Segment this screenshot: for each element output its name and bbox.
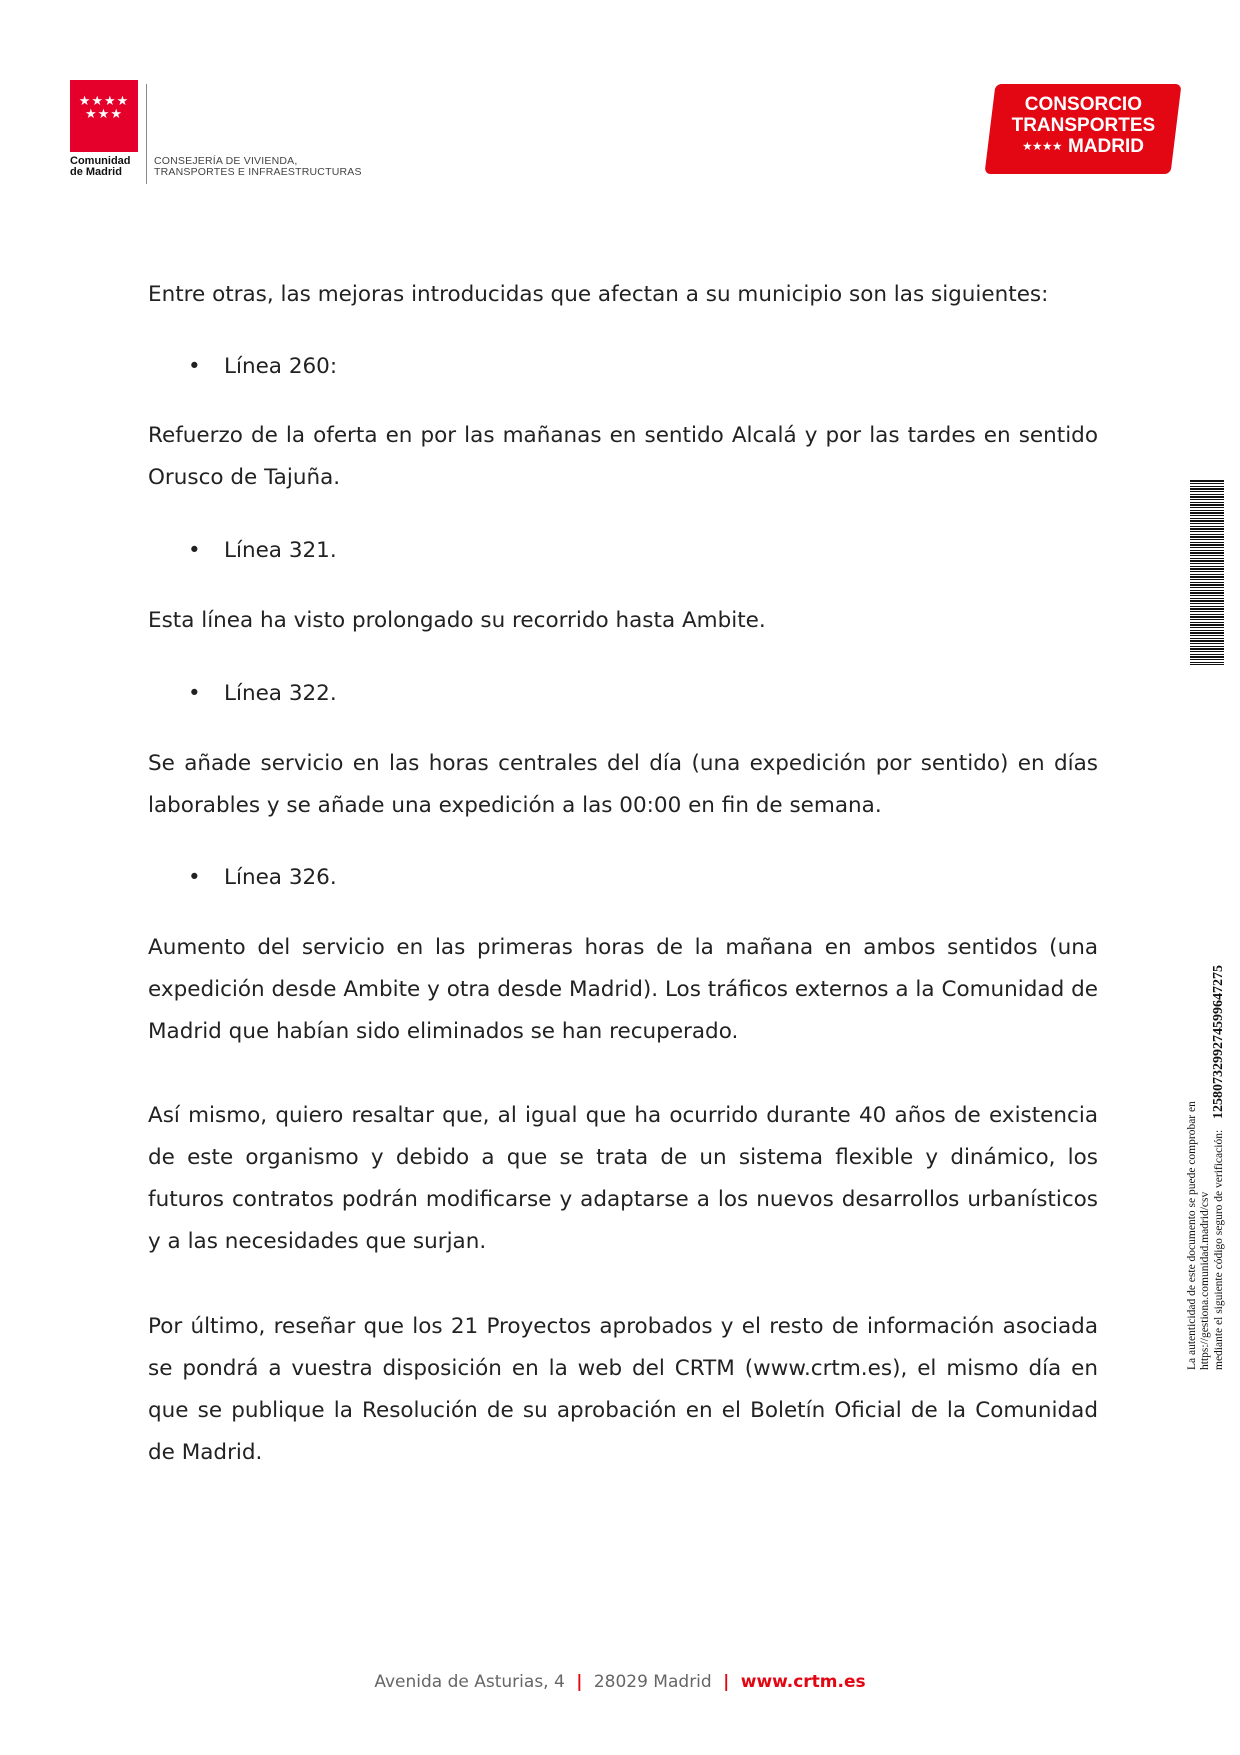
consejeria-name (154, 156, 362, 178)
verification-line1: La autenticidad de este documento se puede comprobar en (1186, 1101, 1198, 1370)
item-2-text: Esta línea ha visto prolongado su recorrido hasta Ambite. (148, 608, 766, 633)
bullet-title: Línea 321. (224, 538, 337, 563)
comunidad-de-madrid-logo (70, 80, 400, 180)
madrid-flag-icon (70, 80, 138, 152)
paragraph-2-text: Así mismo, quiero resaltar que, al igual que ha ocurrido durante 40 años de existencia de este organismo y debido a que se trata de un sistema flexible y dinámico, los futuros contratos podrán modificarse y adaptarse a los nuevos desarrollos urbanísticos y a las necesidades que surjan. (148, 1103, 1098, 1254)
verification-line2[interactable]: https://gestiona.comunidad.madrid/csv (1199, 1191, 1211, 1370)
item-3-text: Se añade servicio en las horas centrales del día (una expedición por sentido) en días laborables y se añade una expedición a las 00:00 en fin de semana. (148, 751, 1098, 818)
item-4-paragraph (148, 927, 1098, 1053)
footer (0, 1672, 1240, 1692)
barcode-icon (1190, 480, 1224, 665)
logo-divider (146, 84, 147, 184)
verification-text (1186, 650, 1226, 1370)
flag-stars: ★★★★ ★★★ (78, 94, 130, 122)
bullet-icon: • (188, 354, 201, 379)
crtm-line1: CONSORCIO (1024, 94, 1142, 115)
consejeria-line2: TRANSPORTES E INFRAESTRUCTURAS (154, 166, 362, 178)
cm-name-line2: de Madrid (70, 166, 122, 178)
paragraph-2 (148, 1095, 1098, 1263)
bullet-icon: • (188, 538, 201, 563)
intro-paragraph (148, 274, 1098, 316)
item-4-text: Aumento del servicio en las primeras horas de la mañana en ambos sentidos (una expedición desde Ambite y otra desde Madrid). Los tráficos externos a la Comunidad de Madrid que habían sido eliminados se han recuperado. (148, 935, 1098, 1044)
paragraph-3-text: Por último, reseñar que los 21 Proyectos aprobados y el resto de información asociada se pondrá a vuestra disposición en la web del CRTM (www.crtm.es), el mismo día en que se publique la Resolución de su aprobación en el Boletín Oficial de la Comunidad de Madrid. (148, 1314, 1098, 1465)
intro-text: Entre otras, las mejoras introducidas que afectan a su municipio son las siguientes: (148, 282, 1049, 307)
footer-address: Avenida de Asturias, 4 (374, 1672, 565, 1692)
cm-name-line1: Comunidad (70, 155, 131, 167)
footer-city: 28029 Madrid (593, 1672, 712, 1692)
crtm-line3-text: MADRID (1067, 136, 1144, 157)
crtm-line2: TRANSPORTES (1011, 115, 1156, 136)
bullet-icon: • (188, 865, 201, 890)
verification-line3-text: mediante el siguiente código seguro de verificación: (1213, 1129, 1225, 1370)
footer-separator: | (576, 1672, 583, 1692)
consejeria-line1: CONSEJERÍA DE VIVIENDA, (154, 155, 298, 167)
footer-website-link[interactable]: www.crtm.es (740, 1672, 866, 1692)
bullet-icon: • (188, 681, 201, 706)
crtm-logo-text (990, 94, 1176, 157)
item-1-paragraph (148, 415, 1098, 499)
paragraph-3 (148, 1306, 1098, 1474)
bullet-title: Línea 326. (224, 865, 337, 890)
crtm-stars-icon: ★★★★ (1022, 141, 1063, 153)
item-3-paragraph (148, 743, 1098, 827)
cm-name (70, 156, 131, 178)
verification-code: 1258073299274599647275 (1211, 964, 1226, 1119)
item-2-paragraph (148, 600, 1098, 642)
verification-block (1186, 480, 1236, 1370)
item-1-text: Refuerzo de la oferta en por las mañanas en sentido Alcalá y por las tardes en sentido Orusco de Tajuña. (148, 423, 1098, 490)
bullet-title: Línea 322. (224, 681, 337, 706)
verification-line3 (1212, 650, 1226, 1370)
bullet-title: Línea 260: (224, 354, 338, 379)
crtm-line3 (990, 136, 1176, 157)
footer-separator: | (723, 1672, 730, 1692)
consorcio-transportes-logo (984, 84, 1181, 174)
